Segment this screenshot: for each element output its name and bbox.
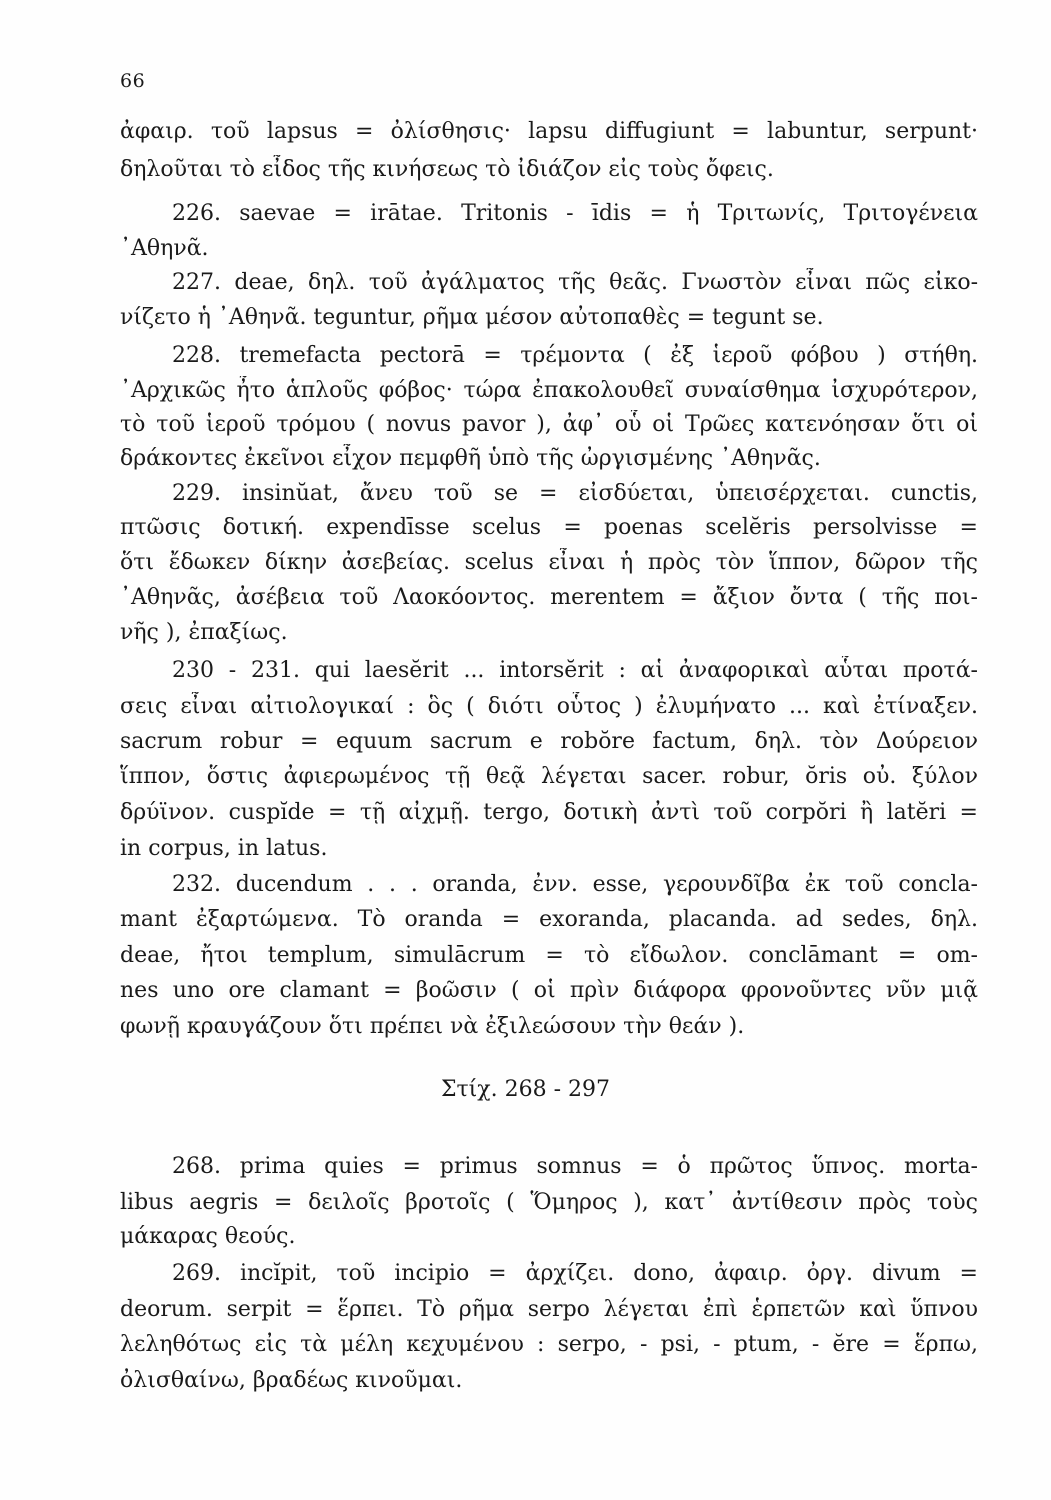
text-line: δρύϊνον. cuspĭde = τῇ αἰχμῇ. tergo, δοτικὴ ἀντὶ τοῦ corpŏri ἢ latĕri = <box>120 800 978 825</box>
text-line: deorum. serpit = ἕρπει. Τὸ ρῆμα serpo λέγεται ἐπὶ ἑρπετῶν καὶ ὕπνου <box>120 1297 978 1322</box>
text-line: ἵππον, ὅστις ἀφιερωμένος τῇ θεᾷ λέγεται sacer. robur, ŏris οὐ. ξύλον <box>120 764 978 789</box>
text-line: 228. tremefacta pectorā = τρέμοντα ( ἐξ ἱεροῦ φόβου ) στήθη. <box>172 343 978 368</box>
text-line: 269. incĭpit, τοῦ incipio = ἀρχίζει. dono, ἀφαιρ. ὀργ. divum = <box>172 1261 978 1286</box>
text-line: in corpus, in latus. <box>120 836 328 861</box>
text-line: ἀφαιρ. τοῦ lapsus = ὀλίσθησις· lapsu diffugiunt = labuntur, serpunt· <box>120 119 978 144</box>
text-line: 230 - 231. qui laesĕrit ... intorsĕrit : αἱ ἀναφορικαὶ αὗται προτά- <box>172 658 978 683</box>
text-line: 226. saevae = irātae. Tritonis - īdis = ἡ Τριτωνίς, Τριτογένεια <box>172 201 978 226</box>
text-line: τὸ τοῦ ἱεροῦ τρόμου ( novus pavor ), ἀφ᾿ οὗ οἱ Τρῶες κατενόησαν ὅτι οἱ <box>120 412 978 437</box>
text-line: ὅτι ἔδωκεν δίκην ἀσεβείας. scelus εἶναι ἡ πρὸς τὸν ἵππον, δῶρον τῆς <box>120 550 978 575</box>
text-line: δηλοῦται τὸ εἶδος τῆς κινήσεως τὸ ἰδιάζον εἰς τοὺς ὄφεις. <box>120 157 774 182</box>
text-line: μάκαρας θεούς. <box>120 1224 296 1249</box>
text-line: νῆς ), ἐπαξίως. <box>120 620 288 645</box>
text-line: sacrum robur = equum sacrum e robŏre factum, δηλ. τὸν Δούρειον <box>120 729 978 754</box>
text-line: φωνῇ κραυγάζουν ὅτι πρέπει νὰ ἐξιλεώσουν τὴν θεάν ). <box>120 1014 745 1039</box>
text-line: 232. ducendum . . . oranda, ἐνν. esse, γερουνδῖβα ἐκ τοῦ concla- <box>172 872 978 897</box>
text-line: σεις εἶναι αἰτιολογικαί : ὃς ( διότι οὗτος ) ἐλυμήνατο ... καὶ ἐτίναξεν. <box>120 694 978 719</box>
text-line: λεληθότως εἰς τὰ μέλη κεχυμένου : serpo, - psi, - ptum, - ĕre = ἕρπω, <box>120 1332 978 1357</box>
text-line: πτῶσις δοτική. expendīsse scelus = poenas scelĕris persolvisse = <box>120 515 978 540</box>
text-line: libus aegris = δειλοῖς βροτοῖς ( Ὅμηρος ), κατ᾿ ἀντίθεσιν πρὸς τοὺς <box>120 1190 978 1215</box>
text-line: deae, ἤτοι templum, simulācrum = τὸ εἴδωλον. conclāmant = om- <box>120 943 978 968</box>
text-line: nes uno ore clamant = βοῶσιν ( οἱ πρὶν διάφορα φρονοῦντες νῦν μιᾷ <box>120 978 978 1003</box>
text-line: νίζετο ἡ ᾿Αθηνᾶ. teguntur, ρῆμα μέσον αὐτοπαθὲς = tegunt se. <box>120 305 824 330</box>
text-line: 268. prima quies = primus somnus = ὁ πρῶτος ὕπνος. morta- <box>172 1154 978 1179</box>
text-line: δράκοντες ἐκεῖνοι εἶχον πεμφθῆ ὑπὸ τῆς ὠργισμένης ᾿Αθηνᾶς. <box>120 446 821 471</box>
text-line: 229. insinŭat, ἄνευ τοῦ se = εἰσδύεται, ὑπεισέρχεται. cunctis, <box>172 481 978 506</box>
text-line: ᾿Αρχικῶς ἦτο ἁπλοῦς φόβος· τώρα ἐπακολουθεῖ συναίσθημα ἰσχυρότερον, <box>120 378 978 403</box>
text-line: ᾿Αθηνᾶς, ἀσέβεια τοῦ Λαοκόοντος. merentem = ἄξιον ὄντα ( τῆς ποι- <box>120 585 978 610</box>
page-number: 66 <box>120 70 146 92</box>
section-heading: Στίχ. 268 - 297 <box>440 1077 611 1102</box>
text-line: mant ἐξαρτώμενα. Τὸ oranda = exoranda, placanda. ad sedes, δηλ. <box>120 907 978 932</box>
text-line: 227. deae, δηλ. τοῦ ἀγάλματος τῆς θεᾶς. Γνωστὸν εἶναι πῶς εἰκο- <box>172 270 978 295</box>
text-line: ὀλισθαίνω, βραδέως κινοῦμαι. <box>120 1368 463 1393</box>
text-line: ᾿Αθηνᾶ. <box>120 236 209 261</box>
